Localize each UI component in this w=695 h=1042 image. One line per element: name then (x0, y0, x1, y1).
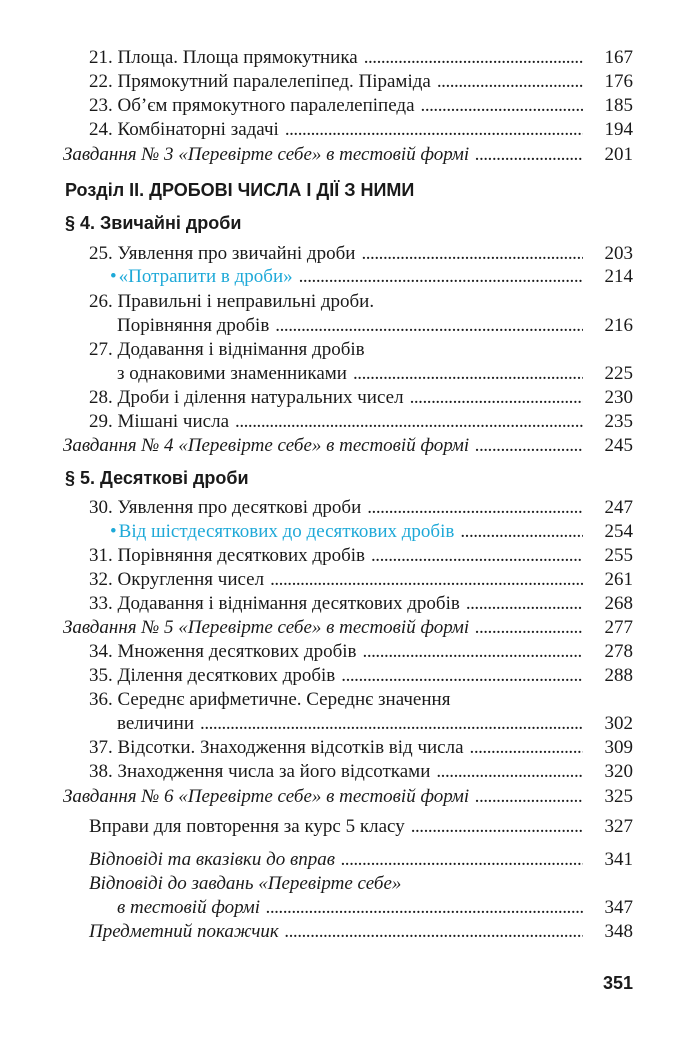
entry-title: Дроби і ділення натуральних чисел (117, 387, 404, 408)
dot-leader (410, 386, 583, 409)
entry-page: 341 (604, 849, 633, 870)
toc-entry-27[interactable] (0, 362, 695, 385)
entry-number: 33. (89, 593, 113, 614)
entry-page: 203 (604, 243, 633, 264)
entry-page: 325 (604, 786, 633, 807)
entry-title: Множення десяткових дробів (117, 641, 357, 662)
toc-entry-task-6[interactable] (0, 785, 695, 808)
entry-page: 225 (604, 363, 633, 384)
toc-entry-answers[interactable] (0, 848, 695, 871)
entry-title: Предметний покажчик (89, 921, 279, 942)
entry-number: 26. (89, 291, 113, 312)
entry-title: Додавання і віднімання дробів (117, 339, 365, 360)
toc-entry-answers-test-first-line[interactable] (89, 872, 401, 895)
entry-page: 167 (604, 47, 633, 68)
dot-leader (341, 848, 583, 871)
entry-number: 28. (89, 387, 113, 408)
entry-title: Середнє арифметичне. Середнє значення (117, 689, 451, 710)
dot-leader (411, 815, 583, 838)
toc-entry-28[interactable] (0, 386, 695, 409)
entry-title: Додавання і віднімання десяткових дробів (117, 593, 460, 614)
entry-title: Знаходження числа за його відсотками (117, 761, 431, 782)
toc-entry-37[interactable] (0, 736, 695, 759)
bullet-icon: • (110, 521, 117, 542)
entry-page: 185 (604, 95, 633, 116)
entry-title: Вправи для повторення за курс 5 класу (89, 816, 405, 837)
entry-number: 23. (89, 95, 113, 116)
entry-page: 302 (604, 713, 633, 734)
entry-number: 31. (89, 545, 113, 566)
entry-title: Відповіді та вказівки до вправ (89, 849, 335, 870)
entry-title: Завдання № 3 «Перевірте себе» в тестовій формі (63, 144, 470, 165)
entry-number: 22. (89, 71, 113, 92)
entry-number: 37. (89, 737, 113, 758)
entry-page: 245 (604, 435, 633, 456)
entry-page: 347 (604, 897, 633, 918)
dot-leader (200, 712, 583, 735)
dot-leader (475, 785, 583, 808)
toc-entry-38[interactable] (0, 760, 695, 783)
entry-title: «Потрапити в дроби» (118, 266, 293, 287)
toc-entry-30[interactable] (0, 496, 695, 519)
toc-entry-35[interactable] (0, 664, 695, 687)
dot-leader (285, 118, 583, 141)
toc-entry-31[interactable] (0, 544, 695, 567)
dot-leader (341, 664, 583, 687)
dot-leader (475, 616, 583, 639)
toc-entry-task-5[interactable] (0, 616, 695, 639)
entry-number: 32. (89, 569, 113, 590)
toc-entry-review[interactable] (0, 815, 695, 838)
dot-leader (285, 920, 583, 943)
toc-entry-25[interactable] (0, 242, 695, 265)
toc-entry-task-4[interactable] (0, 434, 695, 457)
entry-number: 21. (89, 47, 113, 68)
entry-page: 288 (604, 665, 633, 686)
dot-leader (364, 46, 583, 69)
entry-page: 176 (604, 71, 633, 92)
entry-page: 327 (604, 816, 633, 837)
toc-entry-24[interactable] (0, 118, 695, 141)
section-heading: Розділ II. ДРОБОВІ ЧИСЛА І ДІЇ З НИМИ (65, 180, 415, 200)
toc-entry-26-first-line[interactable] (89, 290, 374, 313)
toc-entry-23[interactable] (0, 94, 695, 117)
entry-title: Округлення чисел (117, 569, 265, 590)
dot-leader (235, 410, 583, 433)
dot-leader (475, 143, 583, 166)
entry-page: 255 (604, 545, 633, 566)
dot-leader (421, 94, 583, 117)
entry-title: Об’єм прямокутного паралелепіпеда (117, 95, 415, 116)
entry-page: 230 (604, 387, 633, 408)
entry-number: 38. (89, 761, 113, 782)
entry-page: 235 (604, 411, 633, 432)
entry-page: 247 (604, 497, 633, 518)
dot-leader (275, 314, 583, 337)
paragraph-heading-4: § 4. Звичайні дроби (65, 213, 242, 233)
dot-leader (460, 520, 583, 543)
entry-page: 201 (604, 144, 633, 165)
toc-entry-32[interactable] (0, 568, 695, 591)
entry-title: Ділення десяткових дробів (117, 665, 336, 686)
dot-leader (270, 568, 583, 591)
entry-page: 348 (604, 921, 633, 942)
toc-entry-36[interactable] (0, 712, 695, 735)
entry-page: 309 (604, 737, 633, 758)
entry-title: Порівняння десяткових дробів (117, 545, 365, 566)
entry-page: 216 (604, 315, 633, 336)
toc-entry-index[interactable] (0, 920, 695, 943)
entry-page: 214 (604, 266, 633, 287)
toc-entry-26[interactable] (0, 314, 695, 337)
entry-title-cont: з однаковими знаменниками (117, 363, 347, 384)
dot-leader (470, 736, 583, 759)
entry-title: Уявлення про десяткові дроби (117, 497, 362, 518)
entry-number: 30. (89, 497, 113, 518)
entry-page: 278 (604, 641, 633, 662)
toc-entry-22[interactable] (0, 70, 695, 93)
dot-leader (436, 760, 583, 783)
entry-title: Прямокутний паралелепіпед. Піраміда (117, 71, 431, 92)
dot-leader (466, 592, 583, 615)
entry-number: 35. (89, 665, 113, 686)
toc-entry-bullet-1[interactable] (0, 265, 695, 288)
dot-leader (437, 70, 583, 93)
entry-number: 34. (89, 641, 113, 662)
dot-leader (299, 265, 583, 288)
toc-entry-answers-test[interactable] (0, 896, 695, 919)
entry-title: Комбінаторні задачі (117, 119, 279, 140)
entry-title: Відсотки. Знаходження відсотків від числа (117, 737, 464, 758)
entry-number: 29. (89, 411, 113, 432)
dot-leader (363, 640, 583, 663)
toc-entry-task-3[interactable] (0, 143, 695, 166)
toc-entry-29[interactable] (0, 410, 695, 433)
entry-number: 36. (89, 689, 113, 710)
dot-leader (361, 242, 583, 265)
entry-page: 254 (604, 521, 633, 542)
toc-entry-36-first-line[interactable] (89, 688, 450, 711)
dot-leader (353, 362, 583, 385)
toc-entry-33[interactable] (0, 592, 695, 615)
entry-page: 277 (604, 617, 633, 638)
entry-title: Уявлення про звичайні дроби (117, 243, 356, 264)
entry-title: Мішані числа (117, 411, 230, 432)
entry-page: 320 (604, 761, 633, 782)
entry-title-cont: Порівняння дробів (117, 315, 270, 336)
entry-title: Від шістдесяткових до десяткових дробів (118, 521, 455, 542)
entry-number: 27. (89, 339, 113, 360)
entry-page: 261 (604, 569, 633, 590)
entry-title: Завдання № 5 «Перевірте себе» в тестовій формі (63, 617, 470, 638)
bullet-icon: • (110, 266, 117, 287)
dot-leader (367, 496, 583, 519)
entry-title-cont: в тестовій формі (117, 897, 261, 918)
entry-title: Завдання № 4 «Перевірте себе» в тестовій формі (63, 435, 470, 456)
paragraph-heading-5: § 5. Десяткові дроби (65, 468, 249, 488)
entry-title: Завдання № 6 «Перевірте себе» в тестовій формі (63, 786, 470, 807)
dot-leader (371, 544, 583, 567)
entry-title: Правильні і неправильні дроби. (117, 291, 375, 312)
entry-number: 25. (89, 243, 113, 264)
entry-page: 194 (604, 119, 633, 140)
toc-entry-34[interactable] (0, 640, 695, 663)
entry-number: 24. (89, 119, 113, 140)
entry-title-cont: величини (117, 713, 195, 734)
dot-leader (475, 434, 583, 457)
dot-leader (266, 896, 583, 919)
toc-entry-27-first-line[interactable] (89, 338, 365, 361)
entry-title: Площа. Площа прямокутника (117, 47, 358, 68)
toc-entry-21[interactable] (0, 46, 695, 69)
entry-title: Відповіді до завдань «Перевірте себе» (89, 873, 402, 894)
toc-entry-bullet-2[interactable] (0, 520, 695, 543)
page-number: 351 (602, 973, 633, 993)
entry-page: 268 (604, 593, 633, 614)
